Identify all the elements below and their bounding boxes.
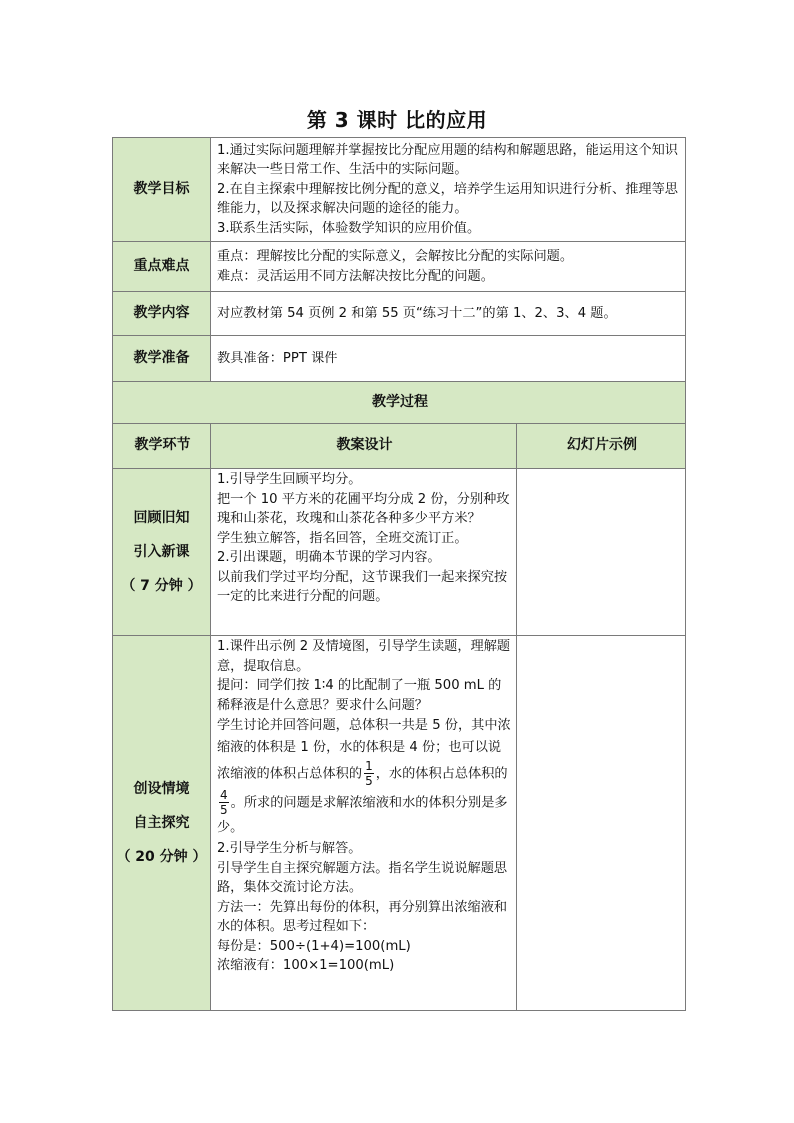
prep-cell: 教具准备：PPT 课件 [211, 336, 686, 382]
column-header-slides: 幻灯片示例 [517, 424, 686, 469]
design-line: 把一个 10 平方米的花圃平均分成 2 份，分别种玫瑰和山茶花，玫瑰和山茶花各种多少平方米？ [217, 491, 510, 526]
goal-label: 教学目标 [113, 138, 211, 242]
key-line: 重点：理解按比分配的实际意义，会解按比分配的实际问题。 [217, 249, 574, 264]
design-line: 学生独立解答，指名回答，全班交流订正。 [217, 530, 468, 546]
design-text: 学生讨论并回答问题，总体积一共是 5 份，其中浓缩液的体积是 1 份，水的体积是 4 份；也可以说浓缩液的体积占总体积的 [217, 718, 511, 782]
lesson-plan-table [112, 137, 686, 1011]
fraction-numerator: 1 [365, 759, 373, 773]
column-header-design: 教案设计 [211, 424, 517, 469]
row-content [113, 292, 686, 336]
stage-label-line: （ 7 分钟 ） [121, 578, 202, 594]
stage-label-line: 回顾旧知 [133, 510, 190, 526]
row-stage-review [113, 469, 686, 636]
stage-label-line: 创设情境 [133, 781, 190, 797]
row-prep [113, 336, 686, 382]
row-key-points [113, 242, 686, 292]
fraction-denominator: 5 [365, 774, 373, 788]
stage-review-design [211, 469, 517, 636]
stage-explore-label [113, 636, 211, 1011]
content-label: 教学内容 [113, 292, 211, 336]
row-column-headers [113, 424, 686, 469]
process-header: 教学过程 [113, 382, 686, 424]
design-line: 引导学生自主探究解题方法。指名学生说说解题思路，集体交流讨论方法。 [217, 860, 508, 895]
fraction-denominator: 5 [220, 803, 228, 817]
goal-line: 3.联系生活实际，体验数学知识的应用价值。 [217, 220, 481, 236]
fraction-one-fifth [364, 759, 374, 788]
stage-explore-design [211, 636, 517, 1011]
prep-label: 教学准备 [113, 336, 211, 382]
stage-label-line: 引入新课 [133, 544, 190, 560]
design-text: ，水的体积占总体积的 [375, 766, 508, 782]
key-cell [211, 242, 686, 292]
column-header-stage: 教学环节 [113, 424, 211, 469]
stage-label-line: 自主探究 [133, 815, 190, 831]
page-title: 第 3 课时 比的应用 [306, 108, 488, 132]
design-paragraph-fractions [217, 715, 512, 839]
stage-label-line: （ 20 分钟 ） [116, 849, 207, 865]
stage-explore-slides [517, 636, 686, 1011]
key-label: 重点难点 [113, 242, 211, 292]
row-goals [113, 138, 686, 242]
design-line: 提问：同学们按 1∶4 的比配制了一瓶 500 mL 的稀释液是什么意思？要求什么问题？ [217, 678, 502, 713]
design-line: 方法一：先算出每份的体积，再分别算出浓缩液和水的体积。思考过程如下： [217, 899, 508, 934]
goal-line: 1.通过实际问题理解并掌握按比分配应用题的结构和解题思路，能运用这个知识来解决一些日常工作、生活中的实际问题。 [217, 142, 678, 178]
design-line: 浓缩液有：100×1=100(mL) [217, 958, 395, 973]
design-text: 。所求的问题是求解浓缩液和水的体积分别是多少。 [217, 795, 508, 835]
key-line: 难点：灵活运用不同方法解决按比分配的问题。 [217, 268, 494, 284]
design-line: 每份是：500÷(1+4)=100(mL) [217, 938, 411, 954]
stage-review-label [113, 469, 211, 636]
stage-review-slides [517, 469, 686, 636]
fraction-numerator: 4 [220, 788, 228, 802]
design-line: 1.引导学生回顾平均分。 [217, 472, 362, 487]
content-cell: 对应教材第 54 页例 2 和第 55 页“练习十二”的第 1、2、3、4 题。 [211, 292, 686, 336]
design-line: 2.引导学生分析与解答。 [217, 841, 362, 856]
goal-cell [211, 138, 686, 242]
design-line: 以前我们学过平均分配，这节课我们一起来探究按一定的比来进行分配的问题。 [217, 569, 508, 604]
design-line: 1.课件出示例 2 及情境图，引导学生读题，理解题意，提取信息。 [217, 639, 511, 674]
design-line: 2.引出课题，明确本节课的学习内容。 [217, 550, 441, 565]
fraction-four-fifths [219, 788, 229, 817]
row-process-header [113, 382, 686, 424]
goal-line: 2.在自主探索中理解按比例分配的意义，培养学生运用知识进行分析、推理等思维能力，以及探求解决问题的途径的能力。 [217, 181, 678, 217]
row-stage-explore [113, 636, 686, 1011]
